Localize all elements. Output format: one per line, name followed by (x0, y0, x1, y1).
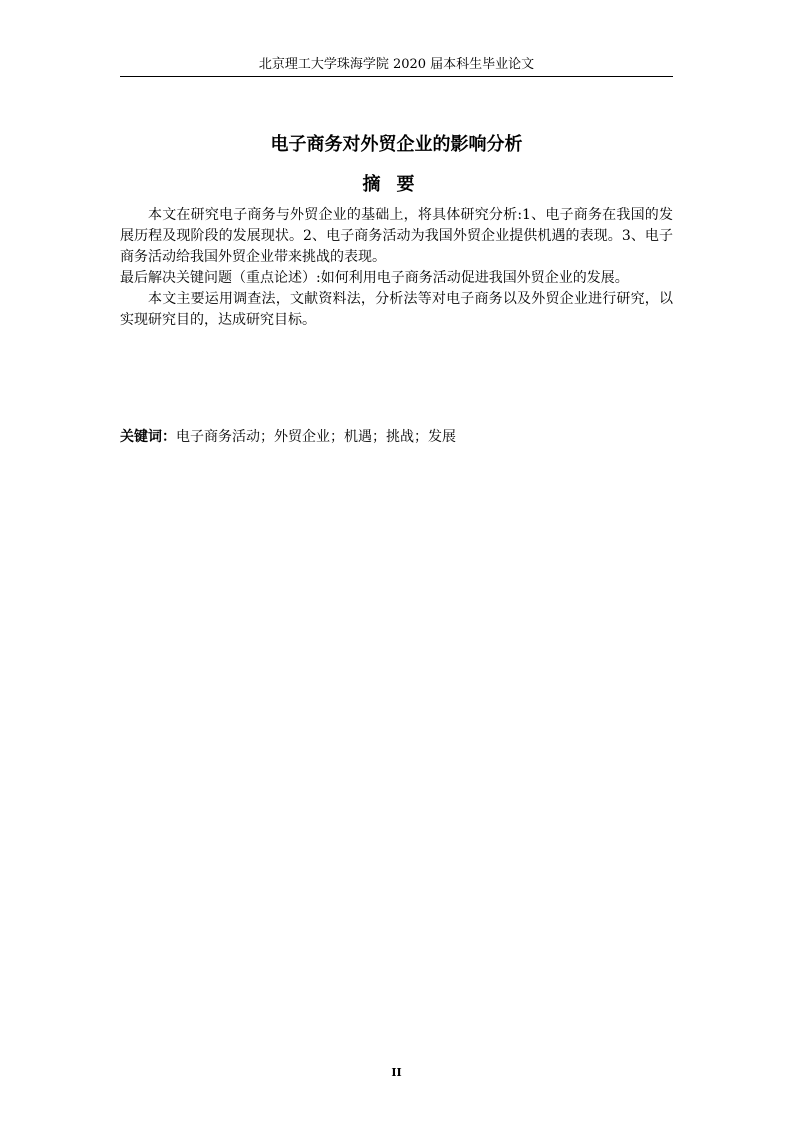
keywords-label: 关键词： (120, 429, 176, 445)
keywords-value: 电子商务活动；外贸企业；机遇；挑战；发展 (176, 429, 456, 445)
abstract-body (120, 205, 673, 331)
abstract-heading: 摘要 (362, 174, 431, 195)
thesis-title: 电子商务对外贸企业的影响分析 (270, 134, 523, 155)
keywords-line (120, 427, 673, 448)
abstract-paragraph-2: 最后解决关键问题（重点论述）:如何利用电子商务活动促进我国外贸企业的发展。 (120, 270, 629, 286)
page-number: II (391, 1066, 402, 1079)
page-header: 北京理工大学珠海学院 2020 届本科生毕业论文 (120, 56, 673, 77)
abstract-paragraph-3: 本文主要运用调查法，文献资料法，分析法等对电子商务以及外贸企业进行研究，以实现研究目的，达成研究目标。 (120, 291, 673, 328)
abstract-paragraph-1: 本文在研究电子商务与外贸企业的基础上，将具体研究分析:1、电子商务在我国的发展历程及现阶段的发展现状。2、电子商务活动为我国外贸企业提供机遇的表现。3、电子商务活动给我国外贸企业带来挑战的表现。 (120, 207, 673, 265)
